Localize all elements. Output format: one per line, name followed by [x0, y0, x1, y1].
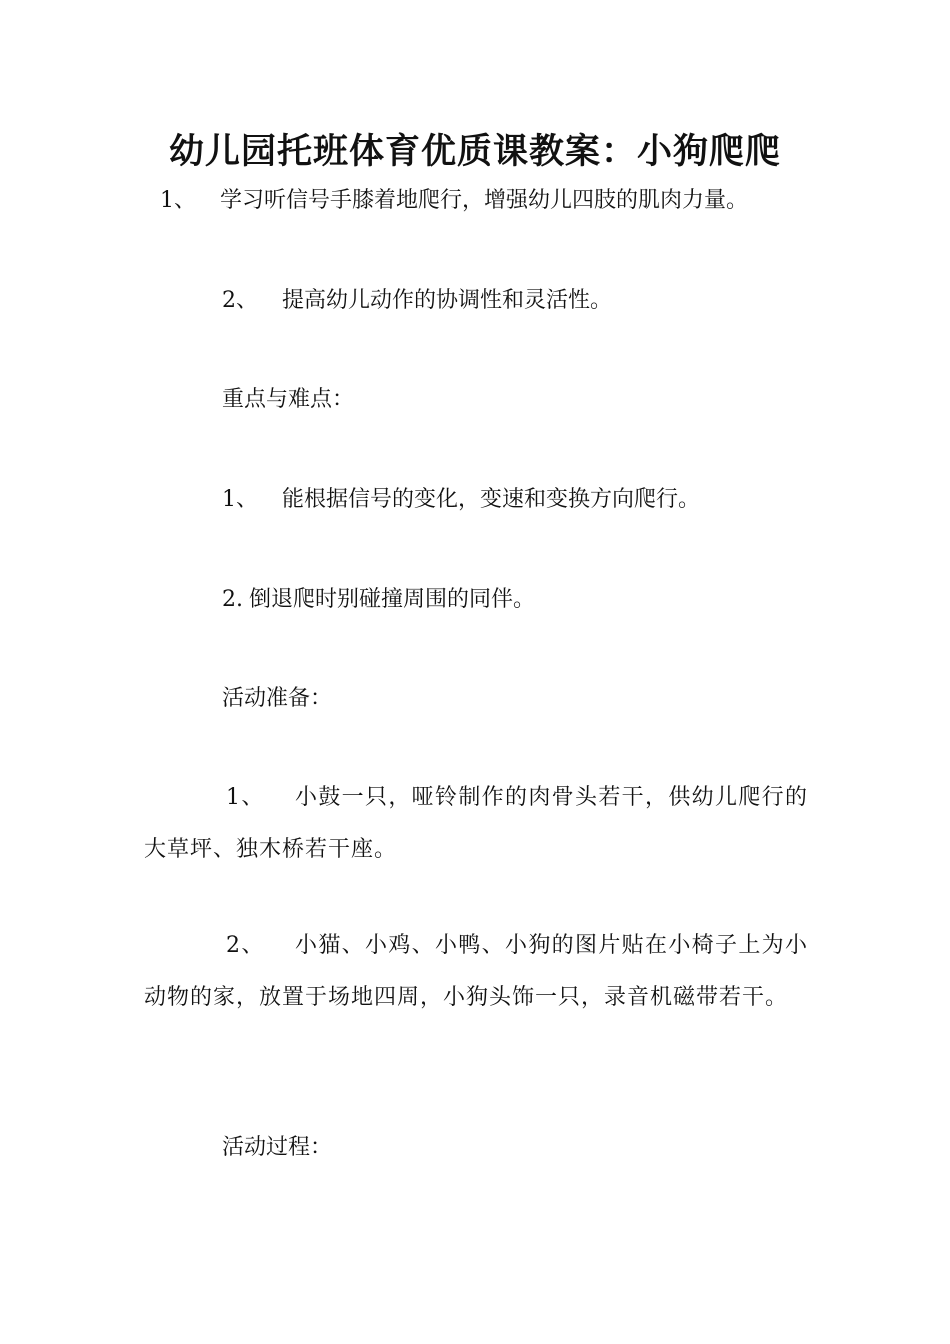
key-points-heading: 重点与难点：	[222, 387, 355, 412]
objective-item-2	[222, 286, 612, 316]
preparation-number: 2、	[226, 933, 265, 958]
process-heading: 活动过程：	[222, 1135, 333, 1160]
key-point-text: 能根据信号的变化，变速和变换方向爬行。	[282, 487, 701, 512]
preparation-text: 小鼓一只，哑铃制作的肉骨头若干，供幼儿爬行的大草坪、独木桥若干座。	[144, 785, 808, 862]
objective-item-1	[160, 186, 748, 216]
preparation-number: 1、	[226, 785, 265, 810]
objective-text: 学习听信号手膝着地爬行，增强幼儿四肢的肌肉力量。	[220, 188, 749, 213]
objective-number: 2、	[222, 288, 258, 313]
preparation-item-2	[144, 920, 808, 1024]
key-point-number: 1、	[222, 487, 258, 512]
preparation-heading: 活动准备：	[222, 686, 333, 711]
preparation-text: 小猫、小鸡、小鸭、小狗的图片贴在小椅子上为小动物的家，放置于场地四周，小狗头饰一只，录音机磁带若干。	[144, 933, 808, 1010]
key-point-number: 2.	[222, 587, 243, 612]
key-point-text: 倒退爬时别碰撞周围的同伴。	[249, 587, 536, 612]
preparation-item-1	[144, 772, 808, 876]
key-point-item-2	[222, 585, 535, 615]
objective-text: 提高幼儿动作的协调性和灵活性。	[282, 288, 613, 313]
document-title: 幼儿园托班体育优质课教案：小狗爬爬	[168, 132, 781, 172]
key-point-item-1	[222, 485, 700, 515]
objective-number: 1、	[160, 188, 196, 213]
